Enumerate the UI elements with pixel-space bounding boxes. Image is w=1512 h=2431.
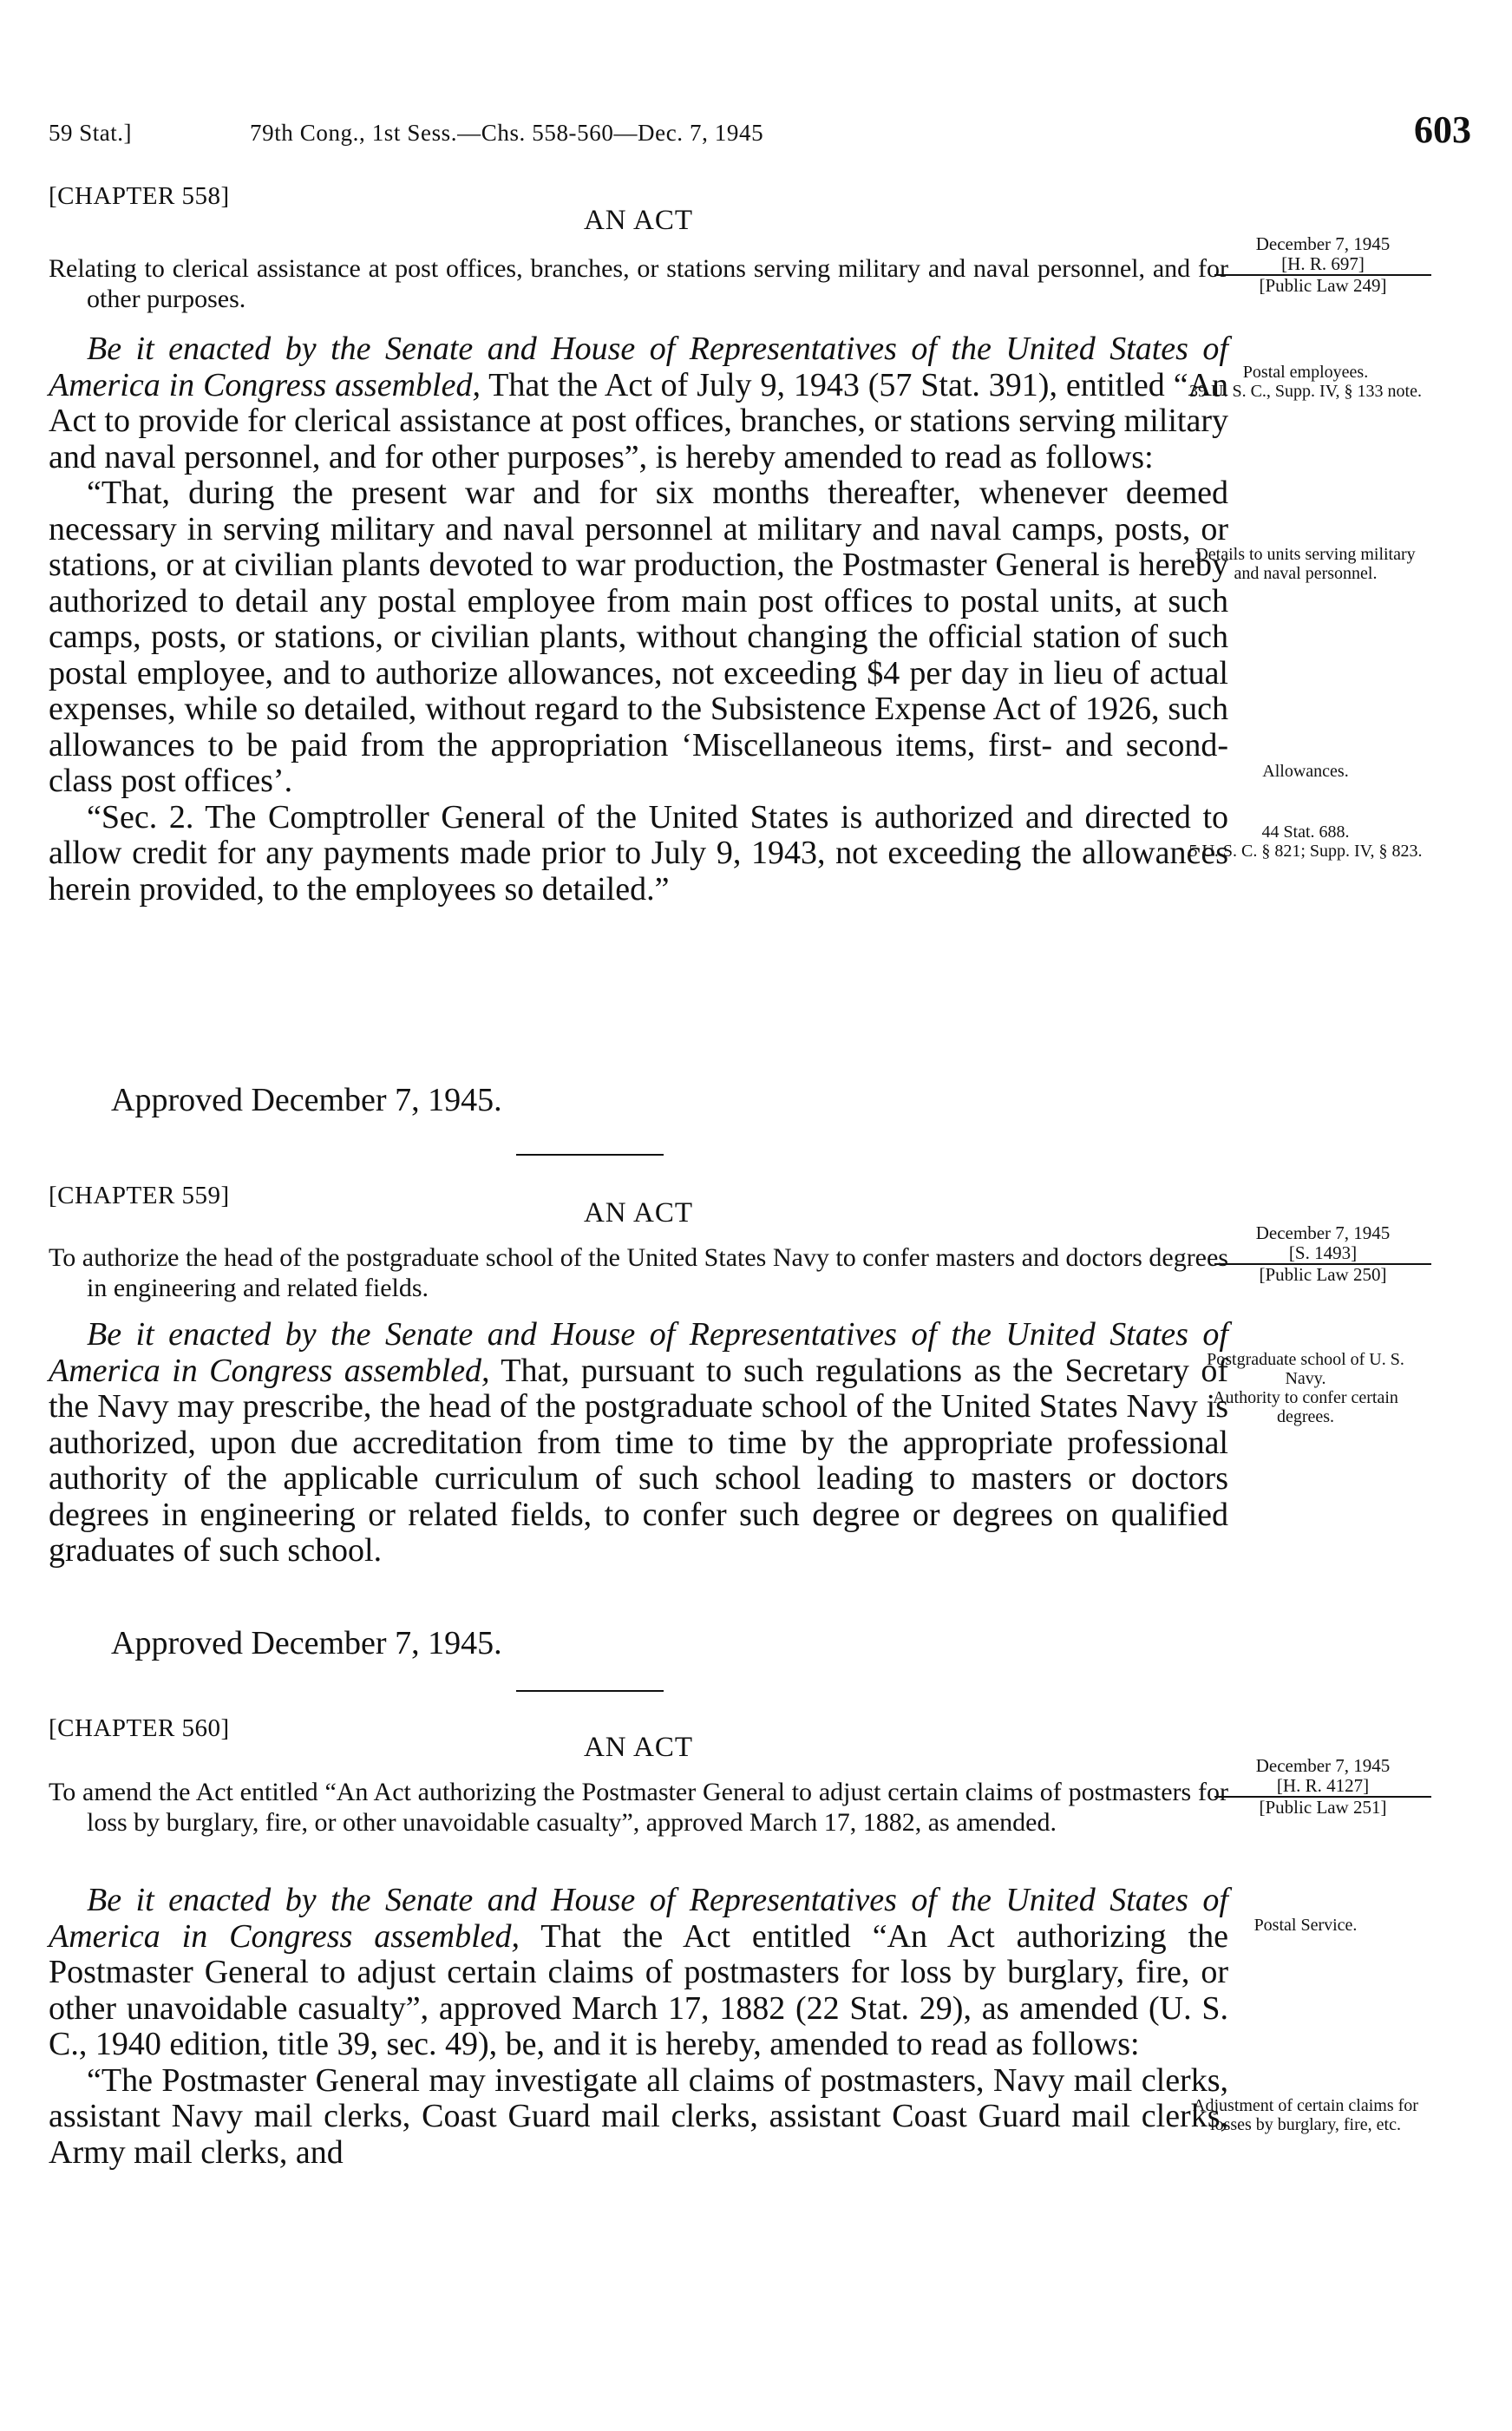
session-line: 79th Cong., 1st Sess.—Chs. 558-560—Dec. 7, 1945	[250, 120, 764, 146]
act-body	[49, 331, 1228, 908]
margin-note-postal-service: Postal Service.	[1253, 1916, 1358, 1935]
act-body	[49, 1317, 1228, 1569]
bill-reference-559	[1214, 1223, 1431, 1285]
enacting-paragraph	[49, 1883, 1228, 2063]
margin-note-citation: 39 U. S. C., Supp. IV, § 133 note.	[1189, 382, 1422, 401]
chapter-divider	[516, 1154, 664, 1156]
enacting-clause: Be it enacted by the Senate and House of Representatives of the United States of America in Congress assembled,	[49, 1316, 1228, 1389]
act-purpose: Relating to clerical assistance at post offices, branches, or stations serving military and naval personnel, and for other purposes.	[49, 254, 1228, 313]
paragraph-text: That, pursuant to such regulations as the Secretary of the Navy may prescribe, the head of the postgraduate school of the United States Navy is authorized, upon due accreditation from time to time by the appropriate professional authority of the applicable curriculum of such school leading to masters or doctors degrees in engineering or related fields, to confer such degree or degrees on qualified graduates of such school.	[49, 1352, 1229, 1569]
margin-note-title: Postal employees.	[1242, 363, 1369, 382]
act-title: AN ACT	[583, 1732, 694, 1763]
margin-note-title: Postgraduate school of U. S. Navy.	[1207, 1350, 1404, 1388]
stat-volume: 59 Stat.]	[49, 120, 132, 146]
bill-number: [H. R. 4127]	[1214, 1776, 1431, 1798]
act-title: AN ACT	[583, 205, 694, 236]
bill-reference-558	[1214, 234, 1431, 296]
public-law-number: [Public Law 251]	[1259, 1797, 1387, 1818]
section-1-paragraph: “That, during the present war and for six months thereafter, whenever deemed necessary in serving military and naval personnel at military and naval camps, posts, or stations, or at civilian plants devoted to war production, the Postmaster General is hereby authorized to detail any postal employee from main post offices to postal units, at such camps, posts, or stations, or civilian plants, without changing the official station of such postal employee, and to authorize allowances, not exceeding $4 per day in lieu of actual expenses, while so detailed, without regard to the Subsistence Expense Act of 1926, such allowances to be paid from the appropriation ‘Miscellaneous items, first- and second-class post offices’.	[49, 475, 1228, 799]
running-header	[49, 108, 1471, 160]
margin-note-stat: 44 Stat. 688.	[1261, 822, 1350, 842]
margin-note-adjustment: Adjustment of certain claims for losses by burglary, fire, etc.	[1193, 2096, 1418, 2134]
public-law-number: [Public Law 249]	[1259, 275, 1387, 296]
act-title: AN ACT	[583, 1197, 694, 1229]
bill-number: [S. 1493]	[1214, 1243, 1431, 1265]
section-1-paragraph: “The Postmaster General may investigate all claims of postmasters, Navy mail clerks, assistant Navy mail clerks, Coast Guard mail clerks, assistant Coast Guard mail clerks, Army mail clerks, and	[49, 2061, 1228, 2171]
section-2-paragraph: “Sec. 2. The Comptroller General of the United States is authorized and directed to allow credit for any payments made prior to July 9, 1943, not exceeding the allowances herein provided, to the employees so detailed.”	[49, 798, 1228, 908]
public-law-number: [Public Law 250]	[1259, 1264, 1387, 1285]
margin-note-citations	[1188, 822, 1423, 861]
act-body	[49, 1883, 1228, 2171]
margin-note-school	[1188, 1350, 1423, 1426]
enactment-date: December 7, 1945	[1255, 1222, 1391, 1243]
enacting-clause: Be it enacted by the Senate and House of Representatives of the United States of America in Congress assembled,	[49, 1882, 1228, 1955]
margin-note-postal-employees	[1188, 363, 1423, 401]
chapter-label: [CHAPTER 559]	[49, 1182, 230, 1209]
margin-note-authority: Authority to confer certain degrees.	[1213, 1388, 1398, 1426]
page-number: 603	[1414, 108, 1471, 151]
margin-note-allowances: Allowances.	[1262, 762, 1349, 781]
paragraph-text: That the Act entitled “An Act authorizing the Postmaster General to adjust certain claims of postmasters for loss by burglary, fire, or other unavoidable casualty”, approved March 17, 1882 (22 Stat. 29), as amended (U. S. C., 1940 edition, title 39, sec. 49), be, and it is hereby, amended to read as follows:	[49, 1917, 1229, 2062]
enacting-paragraph	[49, 331, 1228, 475]
bill-reference-560	[1214, 1756, 1431, 1818]
chapter-label: [CHAPTER 560]	[49, 1714, 230, 1742]
chapter-divider	[516, 1690, 664, 1692]
bill-number: [H. R. 697]	[1214, 254, 1431, 276]
enacting-clause: Be it enacted by the Senate and House of Representatives of the United States of America in Congress assembled,	[49, 331, 1228, 403]
enacting-paragraph	[49, 1317, 1228, 1569]
approved-line: Approved December 7, 1945.	[111, 1082, 502, 1118]
chapter-label: [CHAPTER 558]	[49, 182, 230, 210]
act-purpose: To amend the Act entitled “An Act authorizing the Postmaster General to adjust certain claims of postmasters for loss by burglary, fire, or other unavoidable casualty”, approved March 17, 1882, as amended.	[49, 1778, 1228, 1837]
paragraph-text: That the Act of July 9, 1943 (57 Stat. 391), entitled “An Act to provide for clerical assistance at post offices, branches, or stations serving military and naval personnel, and for other purposes”, is hereby amended to read as follows:	[49, 366, 1229, 475]
margin-note-usc: 5 U. S. C. § 821; Supp. IV, § 823.	[1188, 842, 1423, 861]
margin-note-details: Details to units serving military and naval personnel.	[1195, 545, 1416, 583]
enactment-date: December 7, 1945	[1255, 233, 1391, 254]
act-purpose: To authorize the head of the postgraduate school of the United States Navy to confer masters and doctors degrees in engineering and related fields.	[49, 1243, 1228, 1302]
approved-line: Approved December 7, 1945.	[111, 1625, 502, 1661]
enactment-date: December 7, 1945	[1255, 1755, 1391, 1776]
